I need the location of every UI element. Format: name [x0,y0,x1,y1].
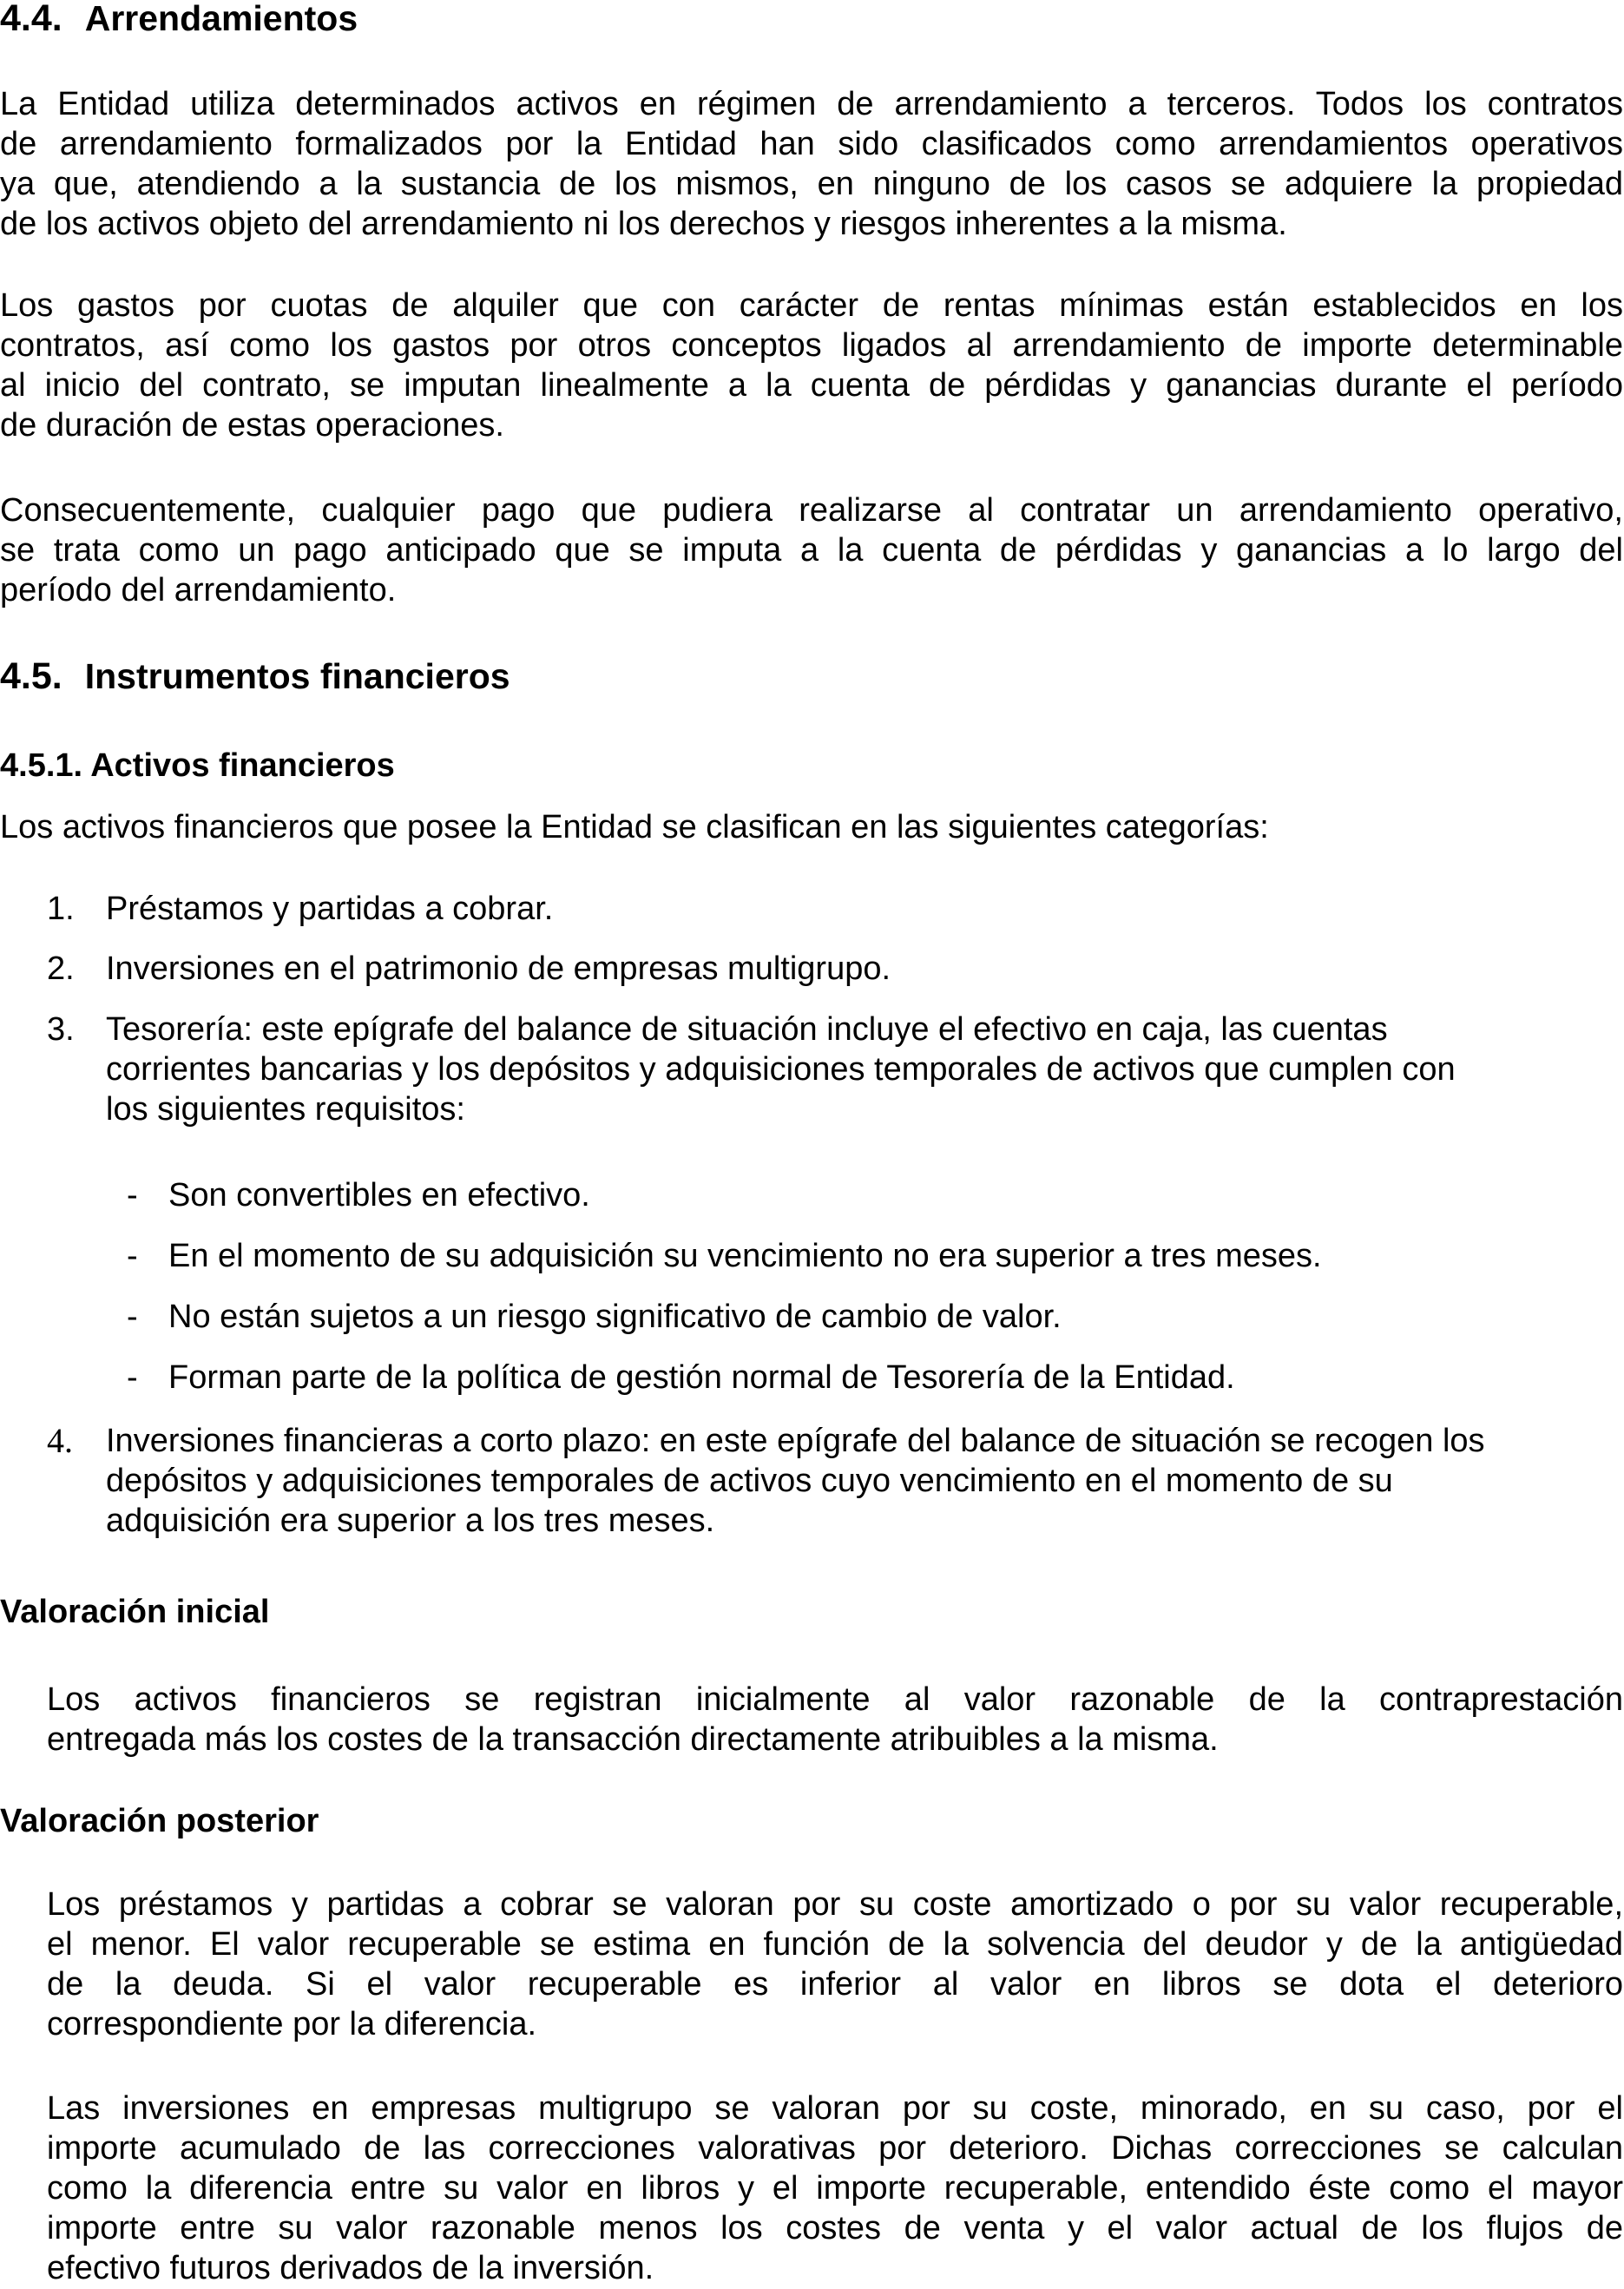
list-item-number: 2. [47,950,75,987]
paragraph-line: de la deuda. Si el valor recuperable es inferior al valor en libros se dota el deterioro [47,1966,1623,2003]
subsection-heading-4-5-1: 4.5.1. Activos financieros [0,747,395,784]
paragraph-line: Consecuentemente, cualquier pago que pudiera realizarse al contratar un arrendamiento operativo, [0,492,1623,529]
dash-bullet: - [127,1177,138,1214]
paragraph-line: importe acumulado de las correcciones valorativas por deterioro. Dichas correcciones se calculan [47,2130,1623,2167]
paragraph [0,490,1623,610]
paragraph [0,84,1623,244]
list-item: No están sujetos a un riesgo significativo de cambio de valor. [168,1299,1062,1335]
list-item: Préstamos y partidas a cobrar. [106,891,554,927]
list-item-number: 4. [47,1421,73,1460]
paragraph-line: correspondiente por la diferencia. [47,2006,537,2042]
list-item: Forman parte de la política de gestión normal de Tesorería de la Entidad. [168,1359,1235,1396]
list-item-line: Inversiones financieras a corto plazo: en este epígrafe del balance de situación se recogen los [106,1423,1485,1459]
paragraph-line: Las inversiones en empresas multigrupo se valoran por su coste, minorado, en su caso, por el [47,2090,1623,2127]
paragraph-line: de arrendamiento formalizados por la Entidad han sido clasificados como arrendamientos operativos [0,126,1623,162]
paragraph-line: período del arrendamiento. [0,572,397,608]
subsection-intro: Los activos financieros que posee la Entidad se clasifican en las siguientes categorías: [0,809,1269,845]
dash-bullet: - [127,1299,138,1335]
paragraph-line: ya que, atendiendo a la sustancia de los mismos, en ninguno de los casos se adquiere la propiedad [0,166,1623,202]
list-item-number: 3. [47,1011,75,1048]
dash-bullet: - [127,1238,138,1274]
section-title: Arrendamientos [84,0,358,38]
section-heading-4-4 [0,0,358,38]
list-item: Son convertibles en efectivo. [168,1177,590,1214]
heading-valoracion-posterior: Valoración posterior [0,1803,319,1839]
paragraph-line: de los activos objeto del arrendamiento ni los derechos y riesgos inherentes a la misma. [0,206,1287,242]
list-item-line: corrientes bancarias y los depósitos y adquisiciones temporales de activos que cumplen con [106,1051,1456,1088]
heading-valoracion-inicial: Valoración inicial [0,1594,270,1630]
section-number: 4.5. [0,655,62,697]
list-item [106,1010,1623,1129]
paragraph-line: contratos, así como los gastos por otros conceptos ligados al arrendamiento de importe determinable [0,327,1623,364]
list-item-number: 1. [47,891,75,927]
section-number: 4.4. [0,0,62,39]
paragraph-line: se trata como un pago anticipado que se imputa a la cuenta de pérdidas y ganancias a lo largo del [0,532,1623,569]
paragraph [47,1680,1623,1760]
paragraph-line: importe entre su valor razonable menos los costes de venta y el valor actual de los flujos de [47,2210,1623,2246]
paragraph-line: el menor. El valor recuperable se estima en función de la solvencia del deudor y de la antigüedad [47,1926,1623,1963]
paragraph [0,286,1623,445]
paragraph [47,1884,1623,2044]
section-title: Instrumentos financieros [84,656,510,696]
paragraph-line: Los activos financieros se registran inicialmente al valor razonable de la contraprestación [47,1681,1623,1718]
paragraph-line: como la diferencia entre su valor en libros y el importe recuperable, entendido éste como el mayor [47,2170,1623,2207]
list-item-line: Tesorería: este epígrafe del balance de situación incluye el efectivo en caja, las cuentas [106,1011,1388,1048]
paragraph-line: Los préstamos y partidas a cobrar se valoran por su coste amortizado o por su valor recuperable, [47,1886,1623,1923]
paragraph-line: La Entidad utiliza determinados activos en régimen de arrendamiento a terceros. Todos los contratos [0,86,1623,122]
list-item: Inversiones en el patrimonio de empresas multigrupo. [106,950,891,987]
list-item-line: depósitos y adquisiciones temporales de activos cuyo vencimiento en el momento de su [106,1463,1393,1499]
list-item-line: adquisición era superior a los tres meses. [106,1503,715,1539]
list-item-line: los siguientes requisitos: [106,1091,465,1128]
paragraph-line: Los gastos por cuotas de alquiler que con carácter de rentas mínimas están establecidos en los [0,287,1623,324]
paragraph-line: entregada más los costes de la transacción directamente atribuibles a la misma. [47,1721,1219,1758]
paragraph-line: efectivo futuros derivados de la inversión. [47,2250,654,2286]
paragraph-line: de duración de estas operaciones. [0,407,504,444]
paragraph [47,2088,1623,2288]
dash-bullet: - [127,1359,138,1396]
list-item [106,1421,1623,1541]
paragraph-line: al inicio del contrato, se imputan linealmente a la cuenta de pérdidas y ganancias durante el período [0,367,1623,404]
section-heading-4-5 [0,656,510,696]
list-item: En el momento de su adquisición su vencimiento no era superior a tres meses. [168,1238,1322,1274]
